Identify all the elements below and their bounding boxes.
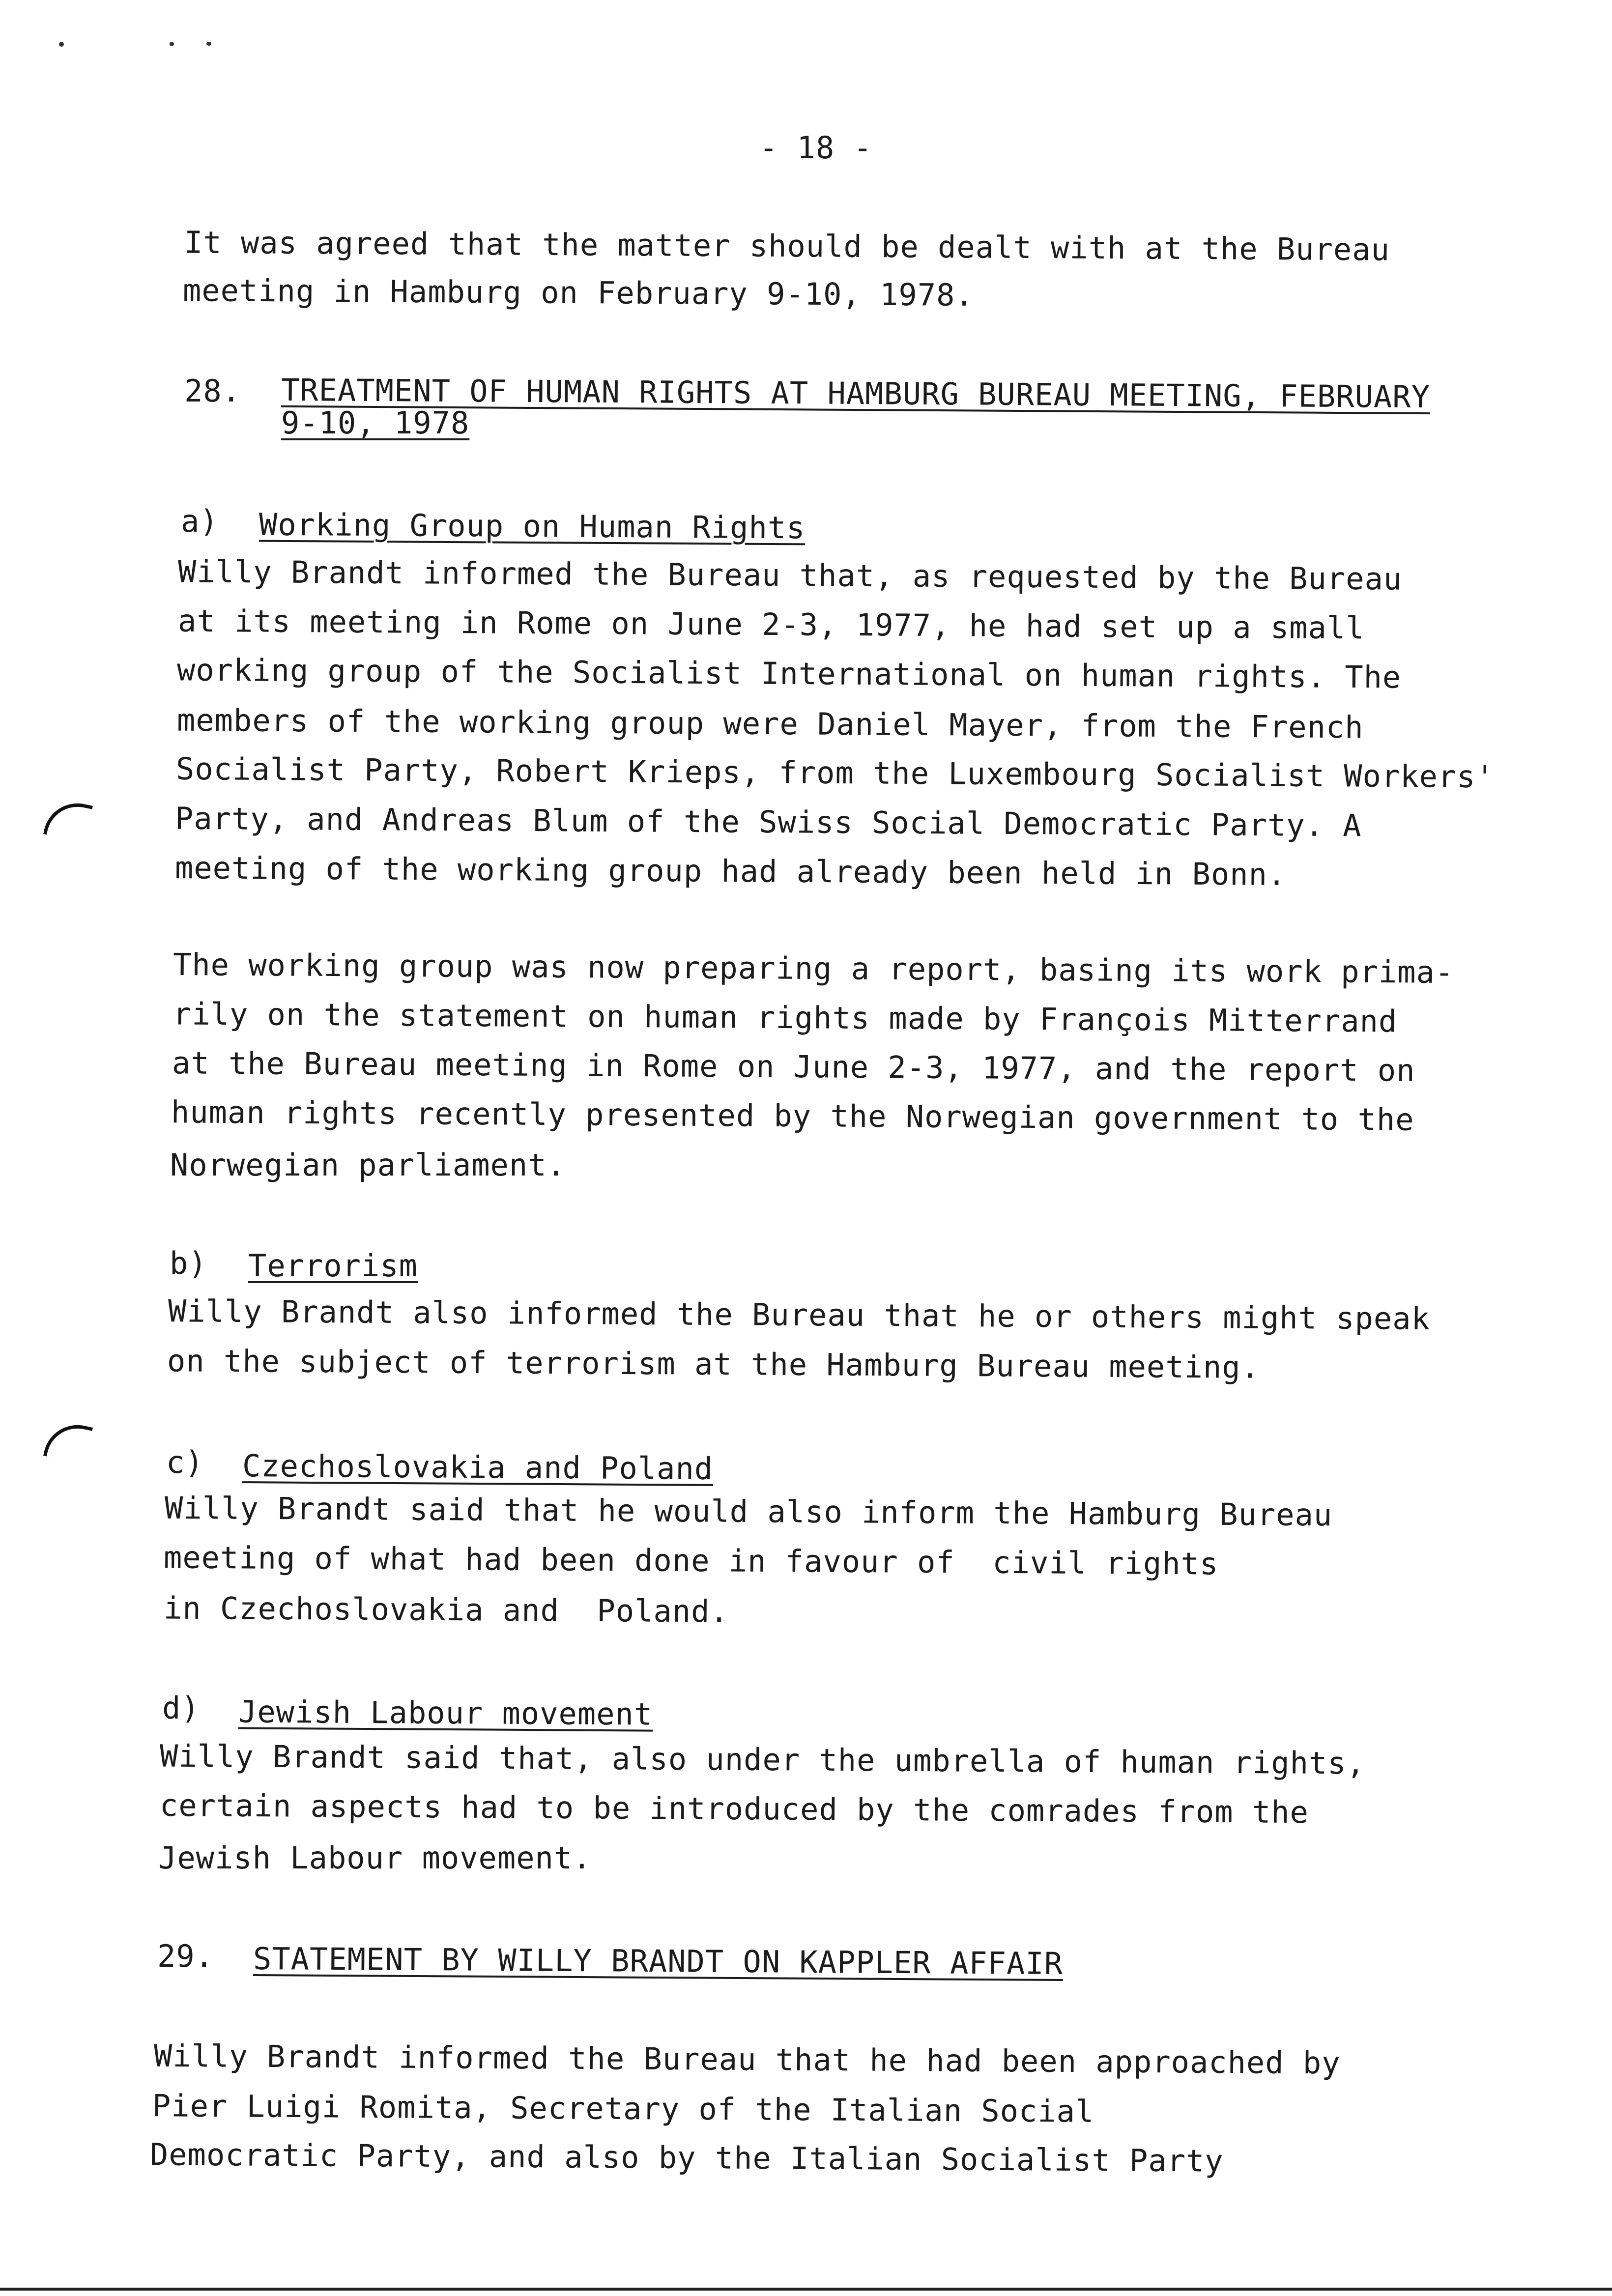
text-line: at the Bureau meeting in Rome on June 2-3, 1977, and the report on bbox=[172, 1045, 1415, 1089]
scan-speck bbox=[59, 42, 64, 47]
text-line: Democratic Party, and also by the Italian Socialist Party bbox=[149, 2136, 1224, 2179]
section-heading: 9-10, 1978 bbox=[281, 405, 470, 441]
subsection-label: c) bbox=[166, 1444, 204, 1480]
text-line: Willy Brandt said that he would also inform the Hamburg Bureau bbox=[164, 1490, 1333, 1533]
subsection-heading: Terrorism bbox=[248, 1248, 418, 1284]
subsection-heading: Czechoslovakia and Poland bbox=[242, 1448, 714, 1487]
subsection-heading: Jewish Labour movement bbox=[238, 1693, 653, 1732]
bottom-edge-line bbox=[0, 2288, 1612, 2291]
text-line: in Czechoslovakia and Poland. bbox=[163, 1590, 729, 1630]
text-line: members of the working group were Daniel Mayer, from the French bbox=[176, 702, 1364, 746]
section-heading: TREATMENT OF HUMAN RIGHTS AT HAMBURG BUREAU MEETING, FEBRUARY bbox=[281, 372, 1431, 415]
punch-hole-mark bbox=[43, 797, 93, 843]
text-line: Jewish Labour movement. bbox=[158, 1840, 592, 1876]
text-line: Norwegian parliament. bbox=[170, 1147, 566, 1183]
subsection-heading: Working Group on Human Rights bbox=[259, 506, 806, 546]
page-number: - 18 - bbox=[759, 130, 872, 166]
text-line: at its meeting in Rome on June 2-3, 1977, he had set up a small bbox=[177, 603, 1365, 646]
text-line: rily on the statement on human rights made by François Mitterrand bbox=[173, 996, 1398, 1039]
scan-speck bbox=[206, 42, 211, 46]
subsection-label: b) bbox=[170, 1245, 207, 1281]
subsection-label: a) bbox=[181, 503, 219, 539]
text-line: Party, and Andreas Blum of the Swiss Social Democratic Party. A bbox=[174, 800, 1362, 844]
subsection-label: d) bbox=[162, 1690, 200, 1726]
text-line: meeting of what had been done in favour of civil rights bbox=[163, 1539, 1219, 1582]
text-line: on the subject of terrorism at the Hamburg Bureau meeting. bbox=[167, 1343, 1260, 1385]
text-line: It was agreed that the matter should be dealt with at the Bureau bbox=[184, 224, 1390, 268]
punch-hole-mark bbox=[43, 1419, 93, 1464]
text-line: meeting in Hamburg on February 9-10, 1978. bbox=[182, 272, 974, 313]
text-line: Pier Luigi Romita, Secretary of the Italian Social bbox=[152, 2088, 1094, 2129]
section-number: 29. bbox=[157, 1938, 214, 1974]
text-line: Willy Brandt informed the Bureau that he had been approached by bbox=[153, 2038, 1341, 2081]
text-line: Willy Brandt said that, also under the umbrella of human rights, bbox=[159, 1738, 1366, 1781]
text-line: The working group was now preparing a report, basing its work prima- bbox=[173, 947, 1454, 990]
text-line: Willy Brandt also informed the Bureau that he or others might speak bbox=[168, 1293, 1431, 1337]
text-line: working group of the Socialist International on human rights. The bbox=[176, 652, 1402, 695]
scan-speck bbox=[170, 42, 174, 46]
text-line: human rights recently presented by the Norwegian government to the bbox=[171, 1094, 1414, 1138]
text-line: certain aspects had to be introduced by the comrades from the bbox=[159, 1787, 1309, 1831]
section-number: 28. bbox=[184, 373, 241, 409]
text-line: Willy Brandt informed the Bureau that, as requested by the Bureau bbox=[177, 553, 1403, 597]
text-line: Socialist Party, Robert Krieps, from the Luxembourg Socialist Workers' bbox=[175, 750, 1495, 795]
section-heading: STATEMENT BY WILLY BRANDT ON KAPPLER AFFAIR bbox=[253, 1940, 1064, 1982]
text-line: meeting of the working group had already been held in Bonn. bbox=[174, 850, 1287, 892]
